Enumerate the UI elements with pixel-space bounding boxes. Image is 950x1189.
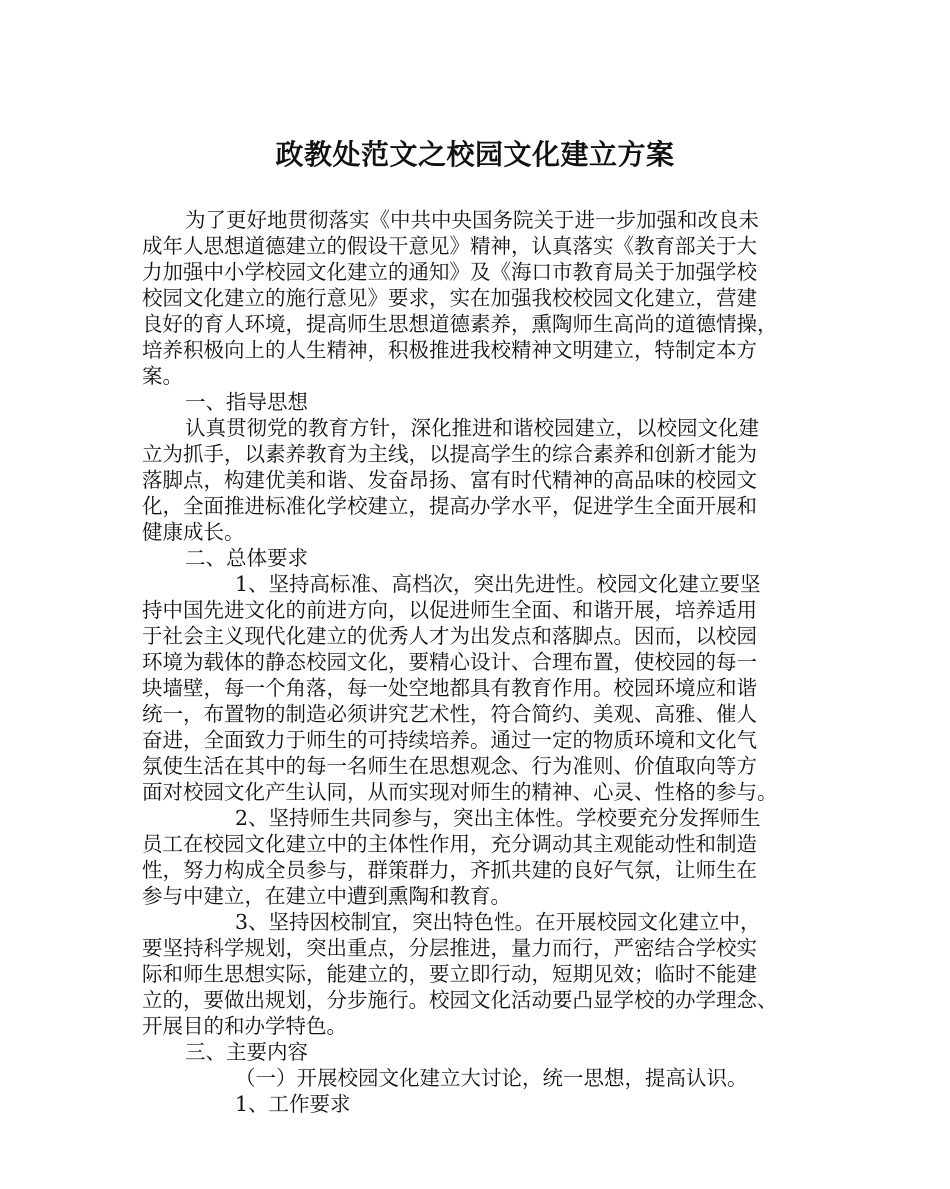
paragraph-line: 3、坚持因校制宜，突出特色性。在开展校园文化建立中， — [235, 910, 761, 934]
paragraph-line: 环境为载体的静态校园文化，要精心设计、合理布置，使校园的每一 — [142, 650, 757, 674]
paragraph-line: 参与中建立，在建立中遭到熏陶和教育。 — [142, 884, 511, 908]
section-heading: 一、指导思想 — [185, 390, 308, 414]
paragraph-line: 立为抓手，以素养教育为主线，以提高学生的综合素养和创新才能为 — [142, 442, 757, 466]
subsection-heading: 1、工作要求 — [235, 1092, 351, 1116]
document-title: 政教处范文之校园文化建立方案 — [275, 138, 675, 171]
paragraph-line: 为了更好地贯彻落实《中共中央国务院关于进一步加强和改良未 — [185, 208, 759, 232]
paragraph-line: 化，全面推进标准化学校建立，提高办学水平，促进学生全面开展和 — [142, 494, 757, 518]
paragraph-line: 健康成长。 — [142, 520, 245, 544]
paragraph-line: 开展目的和办学特色。 — [142, 1014, 347, 1038]
paragraph-line: 力加强中小学校园文化建立的通知》及《海口市教育局关于加强学校 — [142, 260, 757, 284]
paragraph-line: 案。 — [142, 364, 183, 388]
paragraph-line: 校园文化建立的施行意见》要求，实在加强我校校园文化建立，营建 — [142, 286, 757, 310]
paragraph-line: 性，努力构成全员参与，群策群力，齐抓共建的良好气氛，让师生在 — [142, 858, 757, 882]
paragraph-line: 落脚点，构建优美和谐、发奋昂扬、富有时代精神的高品味的校园文 — [142, 468, 757, 492]
paragraph-line: 认真贯彻党的教育方针，深化推进和谐校园建立，以校园文化建 — [185, 416, 759, 440]
paragraph-line: 面对校园文化产生认同，从而实现对师生的精神、心灵、性格的参与。 — [142, 780, 778, 804]
paragraph-line: 统一，布置物的制造必须讲究艺术性，符合简约、美观、高雅、催人 — [142, 702, 757, 726]
paragraph-line: 奋进，全面致力于师生的可持续培养。通过一定的物质环境和文化气 — [142, 728, 757, 752]
paragraph-line: 立的，要做出规划，分步施行。校园文化活动要凸显学校的办学理念、 — [142, 988, 778, 1012]
paragraph-line: 1、坚持高标准、高档次，突出先进性。校园文化建立要坚 — [235, 572, 761, 596]
paragraph-line: 良好的育人环境，提高师生思想道德素养，熏陶师生高尚的道德情操， — [142, 312, 778, 336]
paragraph-line: 培养积极向上的人生精神，积极推进我校精神文明建立，特制定本方 — [142, 338, 757, 362]
document-body — [142, 207, 822, 1117]
paragraph-line: 氛使生活在其中的每一名师生在思想观念、行为准则、价值取向等方 — [142, 754, 757, 778]
paragraph-line: 员工在校园文化建立中的主体性作用，充分调动其主观能动性和制造 — [142, 832, 757, 856]
section-heading: 二、总体要求 — [185, 546, 308, 570]
paragraph-line: 要坚持科学规划，突出重点，分层推进，量力而行，严密结合学校实 — [142, 936, 757, 960]
paragraph-line: 际和师生思想实际，能建立的，要立即行动，短期见效；临时不能建 — [142, 962, 757, 986]
subsection-heading: （一）开展校园文化建立大讨论，统一思想，提高认识。 — [235, 1066, 748, 1090]
paragraph-line: 2、坚持师生共同参与，突出主体性。学校要充分发挥师生 — [235, 806, 761, 830]
paragraph-line: 块墙壁，每一个角落，每一处空地都具有教育作用。校园环境应和谐 — [142, 676, 757, 700]
paragraph-line: 成年人思想道德建立的假设干意见》精神，认真落实《教育部关于大 — [142, 234, 757, 258]
paragraph-line: 持中国先进文化的前进方向，以促进师生全面、和谐开展，培养适用 — [142, 598, 757, 622]
section-heading: 三、主要内容 — [185, 1040, 308, 1064]
paragraph-line: 于社会主义现代化建立的优秀人才为出发点和落脚点。因而，以校园 — [142, 624, 757, 648]
